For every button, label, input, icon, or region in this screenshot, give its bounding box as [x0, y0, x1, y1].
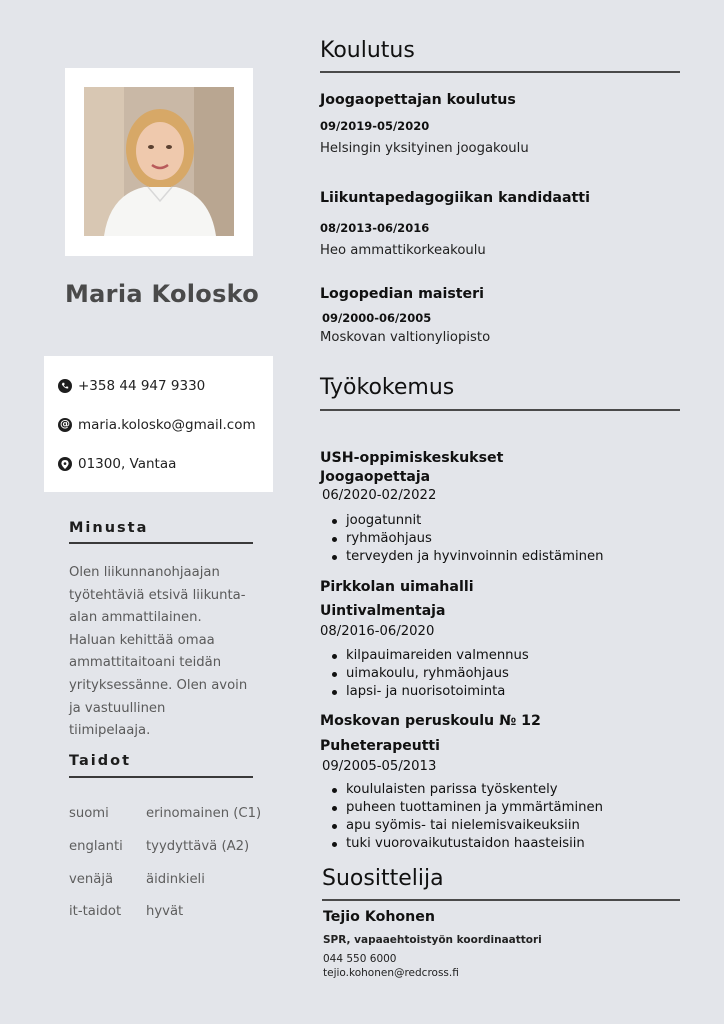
- job-duties: [330, 512, 603, 566]
- contact-location: [58, 456, 176, 472]
- location-text: 01300, Vantaa: [78, 456, 177, 472]
- about-heading: Minusta: [69, 520, 149, 536]
- profile-photo: [84, 87, 234, 236]
- experience-heading: Työkokemus: [320, 375, 455, 400]
- job-role: Puheterapeutti: [320, 738, 440, 754]
- about-line: alan ammattilainen.: [69, 610, 202, 626]
- list-item: uimakoulu, ryhmäohjaus: [330, 665, 529, 683]
- job-company: Moskovan peruskoulu № 12: [320, 713, 541, 729]
- about-divider: [69, 542, 253, 544]
- job-dates: 09/2005-05/2013: [322, 759, 437, 774]
- skill-name: venäjä: [69, 872, 114, 887]
- job-company: USH-oppimiskeskukset: [320, 450, 504, 466]
- education-title: Joogaopettajan koulutus: [320, 92, 516, 108]
- about-line: työtehtäviä etsivä liikunta-: [69, 587, 246, 603]
- photo-frame: [65, 68, 253, 256]
- contact-email: [58, 417, 256, 433]
- about-line: ammattitaitoani teidän: [69, 655, 222, 671]
- skill-level: erinomainen (C1): [146, 806, 262, 821]
- education-divider: [320, 71, 680, 73]
- list-item: kilpauimareiden valmennus: [330, 647, 529, 665]
- list-item: ryhmäohjaus: [330, 530, 603, 548]
- phone-number[interactable]: +358 44 947 9330: [78, 378, 206, 394]
- list-item: tuki vuorovaikutustaidon haasteisiin: [330, 835, 603, 853]
- education-title: Liikuntapedagogiikan kandidaatti: [320, 190, 590, 206]
- skill-name: it-taidot: [69, 904, 122, 919]
- reference-title: SPR, vapaaehtoistyön koordinaattori: [323, 934, 542, 946]
- contact-box: [44, 356, 273, 492]
- skill-name: englanti: [69, 839, 123, 854]
- reference-divider: [322, 899, 680, 901]
- skills-divider: [69, 776, 253, 778]
- education-dates: 08/2013-06/2016: [320, 221, 430, 235]
- experience-divider: [320, 409, 680, 411]
- job-company: Pirkkolan uimahalli: [320, 579, 474, 595]
- about-line: ja vastuullinen: [69, 700, 166, 716]
- education-title: Logopedian maisteri: [320, 286, 485, 302]
- list-item: puheen tuottaminen ja ymmärtäminen: [330, 799, 603, 817]
- about-line: tiimipelaaja.: [69, 723, 151, 739]
- about-line: Haluan kehittää omaa: [69, 632, 215, 648]
- contact-phone: [58, 378, 205, 394]
- education-dates: 09/2000-06/2005: [322, 311, 432, 325]
- skill-level: äidinkieli: [146, 872, 205, 887]
- list-item: apu syömis- tai nielemisvaikeuksiin: [330, 817, 603, 835]
- skills-heading: Taidot: [69, 753, 132, 769]
- about-line: yrityksessänne. Olen avoin: [69, 677, 248, 693]
- reference-name: Tejio Kohonen: [323, 909, 435, 925]
- list-item: lapsi- ja nuorisotoiminta: [330, 683, 529, 701]
- location-pin-icon: [58, 457, 72, 471]
- education-school: Moskovan valtionyliopisto: [320, 330, 491, 345]
- reference-email[interactable]: tejio.kohonen@redcross.fi: [323, 967, 459, 979]
- list-item: terveyden ja hyvinvoinnin edistäminen: [330, 548, 603, 566]
- skill-level: tyydyttävä (A2): [146, 839, 250, 854]
- skill-level: hyvät: [146, 904, 184, 919]
- list-item: joogatunnit: [330, 512, 603, 530]
- job-duties: [330, 781, 603, 853]
- job-duties: [330, 647, 529, 701]
- education-school: Heo ammattikorkeakoulu: [320, 243, 486, 258]
- reference-phone[interactable]: 044 550 6000: [323, 953, 397, 965]
- education-dates: 09/2019-05/2020: [320, 119, 430, 133]
- job-role: Joogaopettaja: [320, 469, 431, 485]
- about-text: [69, 562, 259, 743]
- at-sign-icon: @: [60, 419, 70, 430]
- email-address[interactable]: maria.kolosko@gmail.com: [78, 417, 256, 433]
- phone-icon: [58, 379, 72, 393]
- candidate-name: Maria Kolosko: [65, 280, 260, 308]
- about-line: Olen liikunnanohjaajan: [69, 565, 220, 580]
- list-item: koululaisten parissa työskentely: [330, 781, 603, 799]
- skill-name: suomi: [69, 806, 109, 821]
- education-school: Helsingin yksityinen joogakoulu: [320, 141, 529, 156]
- job-dates: 06/2020-02/2022: [322, 488, 437, 503]
- reference-heading: Suosittelija: [322, 866, 444, 891]
- education-heading: Koulutus: [320, 38, 415, 63]
- job-role: Uintivalmentaja: [320, 603, 446, 619]
- job-dates: 08/2016-06/2020: [320, 624, 435, 639]
